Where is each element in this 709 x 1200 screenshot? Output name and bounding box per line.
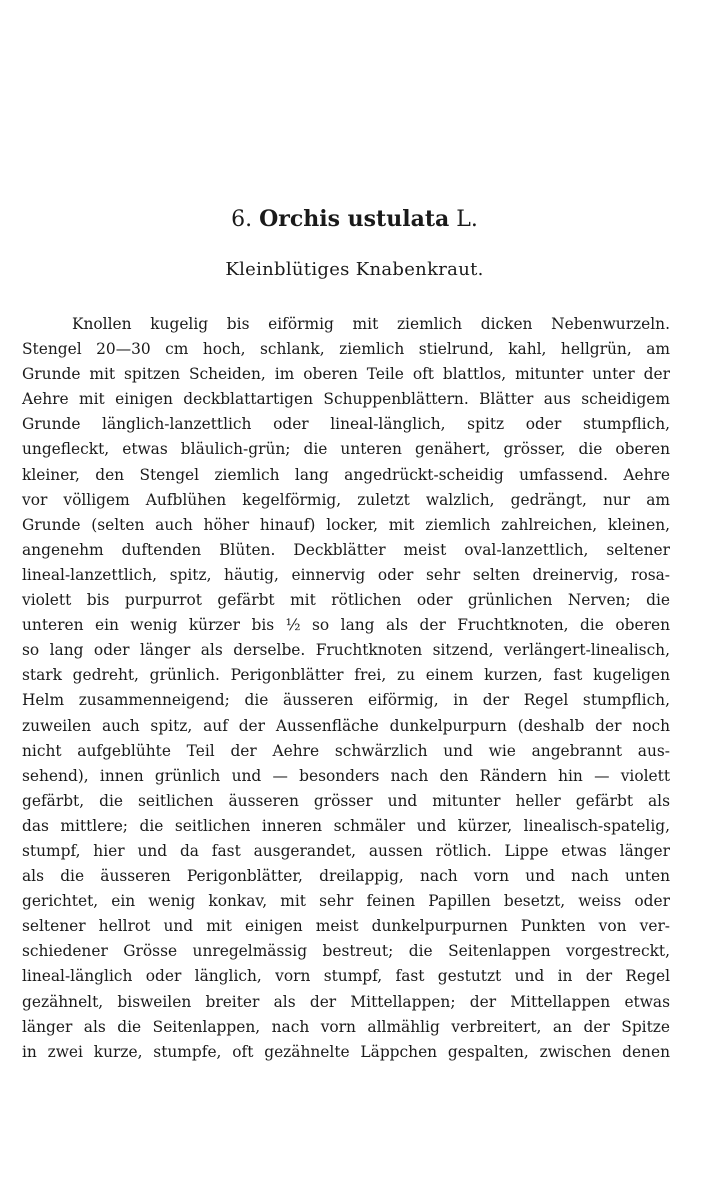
text-line: Helm zusammenneigend; die äusseren eiförmig, in der Regel stumpflich, <box>22 691 670 710</box>
text-line: Grunde (selten auch höher hinauf) locker, mit ziemlich zahlreichen, kleinen, <box>22 515 670 534</box>
text-line: schiedener Grösse unregelmässig bestreut; die Seitenlappen vorgestreckt, <box>22 942 670 961</box>
text-line: Knollen kugelig bis eiförmig mit ziemlich dicken Nebenwurzeln. <box>72 315 670 333</box>
heading-species: Orchis ustulata <box>259 206 450 232</box>
text-line: Grunde länglich-lanzettlich oder lineal-länglich, spitz oder stumpflich, <box>22 415 670 434</box>
text-line: ungefleckt, etwas bläulich-grün; die unteren genähert, grösser, die oberen <box>22 440 670 459</box>
text-line: sehend), innen grünlich und — besonders nach den Rändern hin — violett <box>22 766 670 785</box>
text-line: in zwei kurze, stumpfe, oft gezähnelte Läppchen gespalten, zwischen denen <box>22 1042 670 1061</box>
text-line: stumpf, hier und da fast ausgerandet, aussen rötlich. Lippe etwas länger <box>22 841 670 860</box>
text-line: gezähnelt, bisweilen breiter als der Mittellappen; der Mittellappen etwas <box>22 992 670 1011</box>
heading-number: 6. <box>231 207 253 232</box>
text-line: als die äusseren Perigonblätter, dreilappig, nach vorn und nach unten <box>22 867 670 886</box>
text-line: violett bis purpurrot gefärbt mit rötlichen oder grünlichen Nerven; die <box>22 591 670 610</box>
text-line: seltener hellrot und mit einigen meist dunkelpurpurnen Punkten von ver- <box>22 917 670 936</box>
species-heading <box>0 205 709 234</box>
text-line: das mittlere; die seitlichen inneren schmäler und kürzer, linealisch-spatelig, <box>22 816 670 835</box>
text-line: lineal-länglich oder länglich, vorn stumpf, fast gestutzt und in der Regel <box>22 967 670 986</box>
text-line: nicht aufgeblühte Teil der Aehre schwärzlich und wie angebrannt aus- <box>22 741 670 760</box>
text-line: länger als die Seitenlappen, nach vorn allmählig verbreitert, an der Spitze <box>22 1017 670 1036</box>
text-line: gerichtet, ein wenig konkav, mit sehr feinen Papillen besetzt, weiss oder <box>22 892 670 911</box>
text-line: so lang oder länger als derselbe. Fruchtknoten sitzend, verlängert-linealisch, <box>22 641 670 660</box>
text-line: Stengel 20—30 cm hoch, schlank, ziemlich stielrund, kahl, hellgrün, am <box>22 340 670 359</box>
description-text <box>22 312 670 1065</box>
text-line: angenehm duftenden Blüten. Deckblätter meist oval-lanzettlich, seltener <box>22 540 670 559</box>
text-line: vor völligem Aufblühen kegelförmig, zuletzt walzlich, gedrängt, nur am <box>22 490 670 509</box>
text-line: kleiner, den Stengel ziemlich lang angedrückt-scheidig umfassend. Aehre <box>22 465 670 484</box>
text-line: stark gedreht, grünlich. Perigonblätter frei, zu einem kurzen, fast kugeligen <box>22 666 670 685</box>
common-name: Kleinblütiges Knabenkraut. <box>225 259 484 280</box>
text-line: Grunde mit spitzen Scheiden, im oberen Teile oft blattlos, mitunter unter der <box>22 365 670 384</box>
text-line: zuweilen auch spitz, auf der Aussenfläche dunkelpurpurn (deshalb der noch <box>22 716 670 735</box>
text-line: unteren ein wenig kürzer bis ½ so lang als der Fruchtknoten, die oberen <box>22 616 670 635</box>
text-line: lineal-lanzettlich, spitz, häutig, einnervig oder sehr selten dreinervig, rosa- <box>22 565 670 584</box>
heading-author: L. <box>456 207 478 232</box>
text-line: gefärbt, die seitlichen äusseren grösser und mitunter heller gefärbt als <box>22 791 670 810</box>
text-line: Aehre mit einigen deckblattartigen Schuppenblättern. Blätter aus scheidigem <box>22 390 670 409</box>
